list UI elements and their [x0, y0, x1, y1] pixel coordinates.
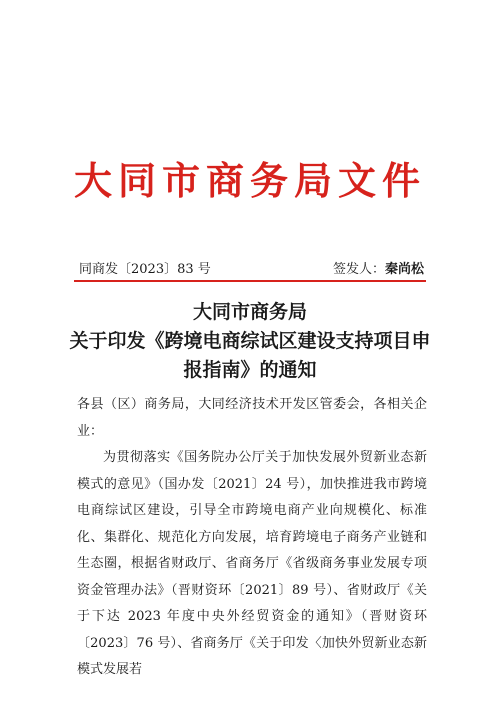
- title-line-2: 关于印发《跨境电商综试区建设支持项目申: [69, 330, 431, 352]
- body-paragraph: 为贯彻落实《国务院办公厅关于加快发展外贸新业态新模式的意见》（国办发〔2021〕24 号），加快推进我市跨境电商综试区建设，引导全市跨境电商产业向规模化、标准化、集群化、规范化方向发展，培育跨境电子商务产业链和生态圈，根据省财政厅、省商务厅《省级商务事业发展专项资金管理办法》（晋财资环〔2021〕89 号）、省财政厅《关于下达 2023 年度中央外经贸资金的通知》（晋财资环〔2023〕76 号）、省商务厅《关于印发〈加快外贸新业态新模式发展若: [77, 450, 427, 677]
- title-line-3: 报指南》的通知: [183, 359, 317, 381]
- red-divider-line: [74, 280, 426, 282]
- addressee: 各县（区）商务局，大同经济技术开发区管委会，各相关企业：: [77, 397, 427, 439]
- signer-label: 签发人：: [332, 262, 385, 277]
- signer-name: 秦尚松: [384, 262, 424, 277]
- document-number: 同商发〔2023〕83 号: [79, 262, 211, 277]
- title-line-1: 大同市商务局: [192, 301, 307, 323]
- document-body: [77, 392, 427, 684]
- document-masthead: 大同市商务局文件: [73, 158, 426, 203]
- signer: [333, 258, 424, 277]
- document-title: [60, 298, 440, 385]
